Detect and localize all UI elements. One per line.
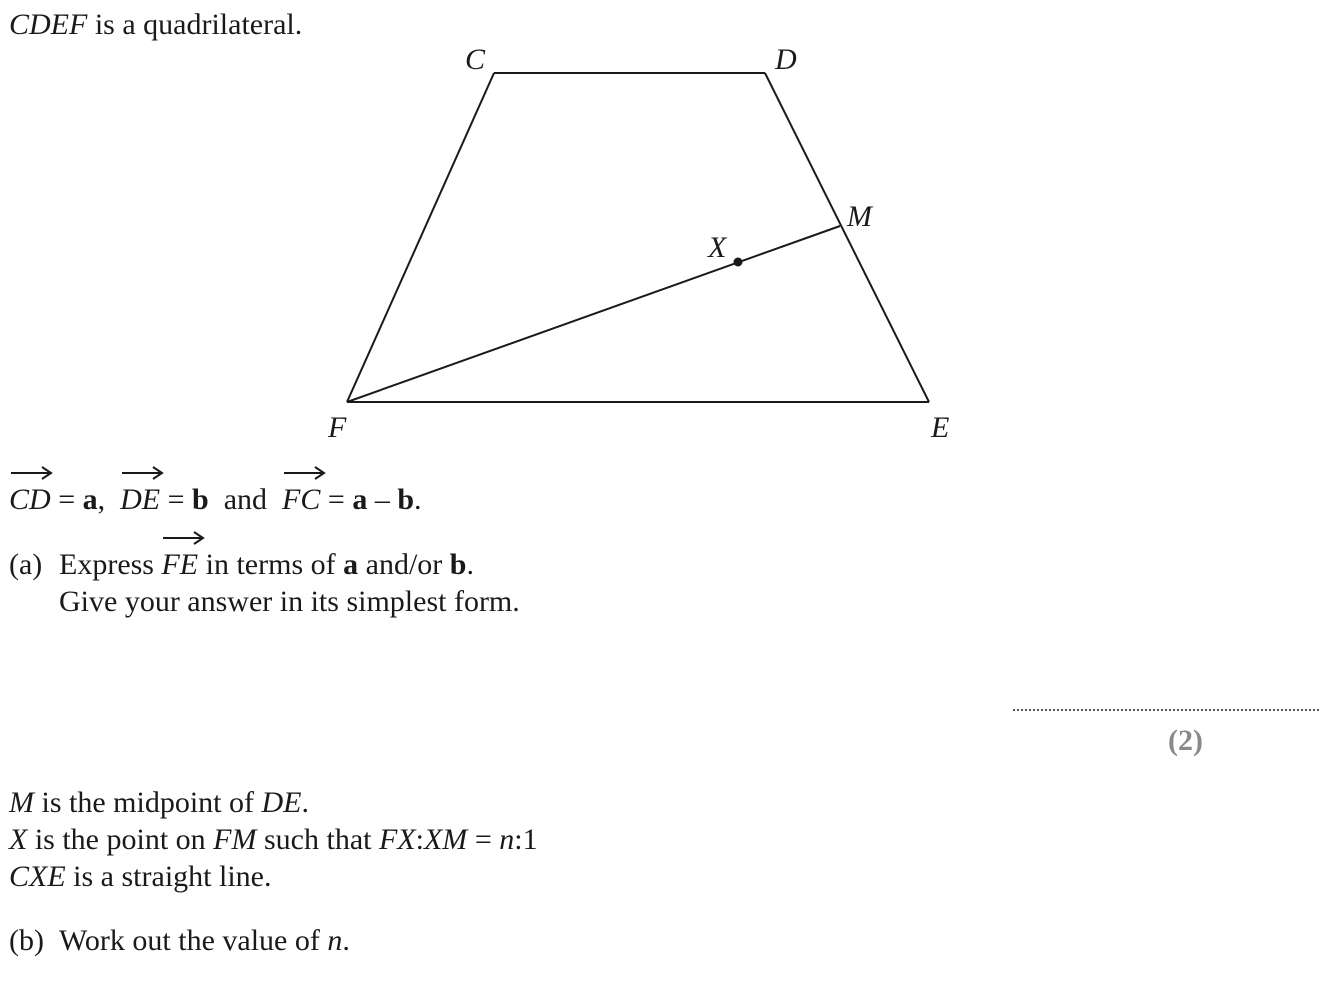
part-b-text: Work out the value of n. xyxy=(59,924,350,957)
condition-line-2: X is the point on FM such that FX:XM = n:1 xyxy=(9,823,538,856)
part-a-line2: Give your answer in its simplest form. xyxy=(59,585,520,618)
label-e: E xyxy=(931,411,950,444)
condition-line-3: CXE is a straight line. xyxy=(9,860,272,893)
label-c: C xyxy=(465,43,486,76)
intro-subject: CDEF xyxy=(9,8,88,41)
quadrilateral-diagram xyxy=(0,0,1332,460)
intro-text: is a quadrilateral. xyxy=(87,8,303,41)
vector-de: DE xyxy=(120,485,160,515)
part-a-line1: Express FE in terms of a and/or b. xyxy=(59,550,474,580)
label-m: M xyxy=(847,200,872,233)
segment-fm xyxy=(347,226,840,402)
label-x: X xyxy=(708,231,727,264)
edge-fc xyxy=(347,73,494,402)
label-d: D xyxy=(775,43,797,76)
condition-line-1: M is the midpoint of DE. xyxy=(9,786,309,819)
label-f: F xyxy=(328,411,347,444)
vector-cd: CD xyxy=(9,485,51,515)
vector-definitions: CD = a, DE = b and FC = a – b. xyxy=(9,485,422,515)
point-x-dot xyxy=(734,258,743,267)
vector-fc: FC xyxy=(282,485,320,515)
vector-fe: FE xyxy=(161,550,198,580)
answer-line-a[interactable] xyxy=(1013,709,1319,711)
part-a-label: (a) xyxy=(9,548,43,581)
part-b-label: (b) xyxy=(9,924,44,957)
marks-a: (2) xyxy=(1168,724,1203,757)
edge-de xyxy=(765,73,929,402)
